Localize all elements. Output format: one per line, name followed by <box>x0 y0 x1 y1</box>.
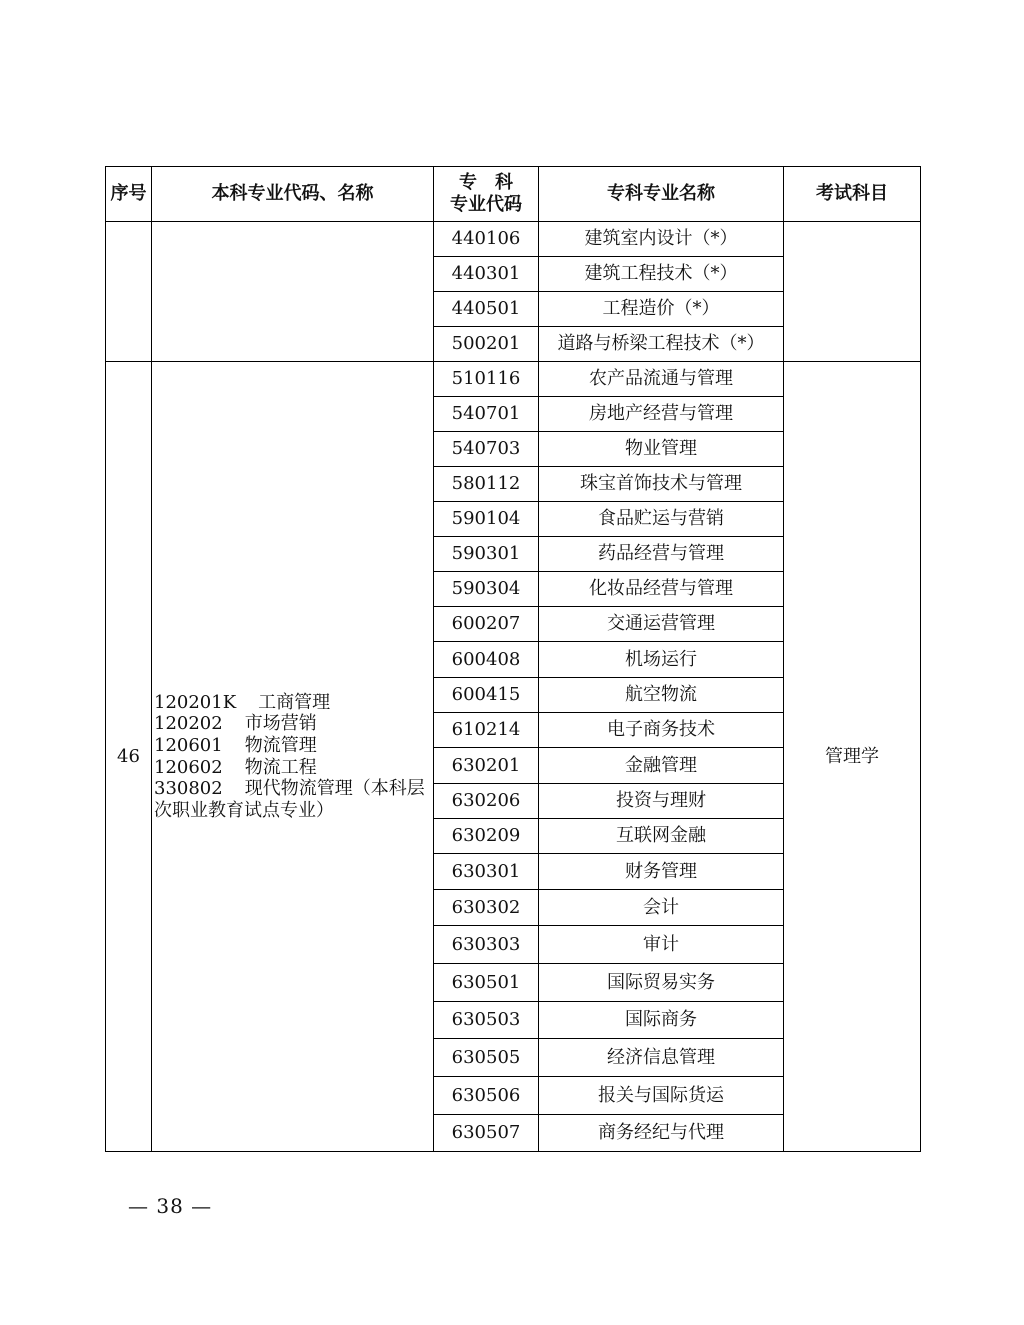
header-name: 专科专业名称 <box>539 167 784 222</box>
code-cell: 630209 <box>434 819 539 854</box>
page-number: — 38 — <box>128 1194 213 1218</box>
name-cell: 互联网金融 <box>539 819 784 854</box>
bachelor-code: 120202 <box>154 713 223 735</box>
name-cell: 审计 <box>539 926 784 964</box>
code-cell: 540701 <box>434 397 539 432</box>
code-cell: 630206 <box>434 784 539 819</box>
bachelor-cell <box>152 362 434 1152</box>
code-cell: 630506 <box>434 1077 539 1115</box>
header-code-line1: 专 科 <box>459 172 513 194</box>
name-cell: 物业管理 <box>539 432 784 467</box>
header-seq: 序号 <box>106 167 152 222</box>
exam-cell: 管理学 <box>784 362 921 1152</box>
name-cell: 建筑室内设计（*） <box>539 222 784 257</box>
name-cell: 建筑工程技术（*） <box>539 257 784 292</box>
name-cell: 道路与桥梁工程技术（*） <box>539 327 784 362</box>
code-cell: 500201 <box>434 327 539 362</box>
name-cell: 航空物流 <box>539 678 784 713</box>
header-code <box>434 167 539 222</box>
name-cell: 国际商务 <box>539 1002 784 1039</box>
code-cell: 590104 <box>434 502 539 537</box>
header-exam: 考试科目 <box>784 167 921 222</box>
major-table <box>105 166 921 1152</box>
code-cell: 440301 <box>434 257 539 292</box>
bachelor-major <box>154 713 433 735</box>
code-cell: 630303 <box>434 926 539 964</box>
code-cell: 540703 <box>434 432 539 467</box>
bachelor-major <box>154 757 433 779</box>
bachelor-major <box>154 778 433 821</box>
name-cell: 商务经纪与代理 <box>539 1115 784 1152</box>
exam-cell-prev <box>784 222 921 362</box>
name-cell: 财务管理 <box>539 854 784 890</box>
bachelor-major <box>154 735 433 757</box>
code-cell: 580112 <box>434 467 539 502</box>
header-bachelor: 本科专业代码、名称 <box>152 167 434 222</box>
code-cell: 630302 <box>434 890 539 926</box>
code-cell: 590301 <box>434 537 539 572</box>
code-cell: 600408 <box>434 642 539 678</box>
code-cell: 610214 <box>434 713 539 748</box>
code-cell: 600415 <box>434 678 539 713</box>
code-cell: 440106 <box>434 222 539 257</box>
code-cell: 630201 <box>434 748 539 784</box>
name-cell: 报关与国际货运 <box>539 1077 784 1115</box>
name-cell: 农产品流通与管理 <box>539 362 784 397</box>
bachelor-major <box>154 692 433 714</box>
name-cell: 交通运营管理 <box>539 607 784 642</box>
name-cell: 金融管理 <box>539 748 784 784</box>
header-code-line2: 专业代码 <box>450 194 522 215</box>
name-cell: 药品经营与管理 <box>539 537 784 572</box>
table-row <box>106 362 921 397</box>
name-cell: 投资与理财 <box>539 784 784 819</box>
name-cell: 经济信息管理 <box>539 1039 784 1077</box>
code-cell: 600207 <box>434 607 539 642</box>
bachelor-cell-prev <box>152 222 434 362</box>
bachelor-code: 120601 <box>154 734 223 756</box>
bachelor-name: 现代物流管理（本科层次职业教育试点专业） <box>154 778 425 821</box>
name-cell: 工程造价（*） <box>539 292 784 327</box>
code-cell: 630503 <box>434 1002 539 1039</box>
name-cell: 化妆品经营与管理 <box>539 572 784 607</box>
code-cell: 630301 <box>434 854 539 890</box>
name-cell: 食品贮运与营销 <box>539 502 784 537</box>
name-cell: 机场运行 <box>539 642 784 678</box>
header-row <box>106 167 921 222</box>
name-cell: 国际贸易实务 <box>539 964 784 1002</box>
code-cell: 630505 <box>434 1039 539 1077</box>
code-cell: 630501 <box>434 964 539 1002</box>
name-cell: 珠宝首饰技术与管理 <box>539 467 784 502</box>
bachelor-name: 工商管理 <box>258 691 331 713</box>
bachelor-name: 物流工程 <box>244 756 317 778</box>
bachelor-code: 120201K <box>154 691 237 713</box>
seq-cell: 46 <box>106 362 152 1152</box>
seq-cell-prev <box>106 222 152 362</box>
bachelor-code: 330802 <box>154 778 223 800</box>
bachelor-name: 物流管理 <box>244 734 317 756</box>
name-cell: 会计 <box>539 890 784 926</box>
name-cell: 电子商务技术 <box>539 713 784 748</box>
code-cell: 630507 <box>434 1115 539 1152</box>
code-cell: 590304 <box>434 572 539 607</box>
name-cell: 房地产经营与管理 <box>539 397 784 432</box>
code-cell: 440501 <box>434 292 539 327</box>
bachelor-name: 市场营销 <box>244 713 317 735</box>
table-row <box>106 222 921 257</box>
bachelor-code: 120602 <box>154 756 223 778</box>
code-cell: 510116 <box>434 362 539 397</box>
